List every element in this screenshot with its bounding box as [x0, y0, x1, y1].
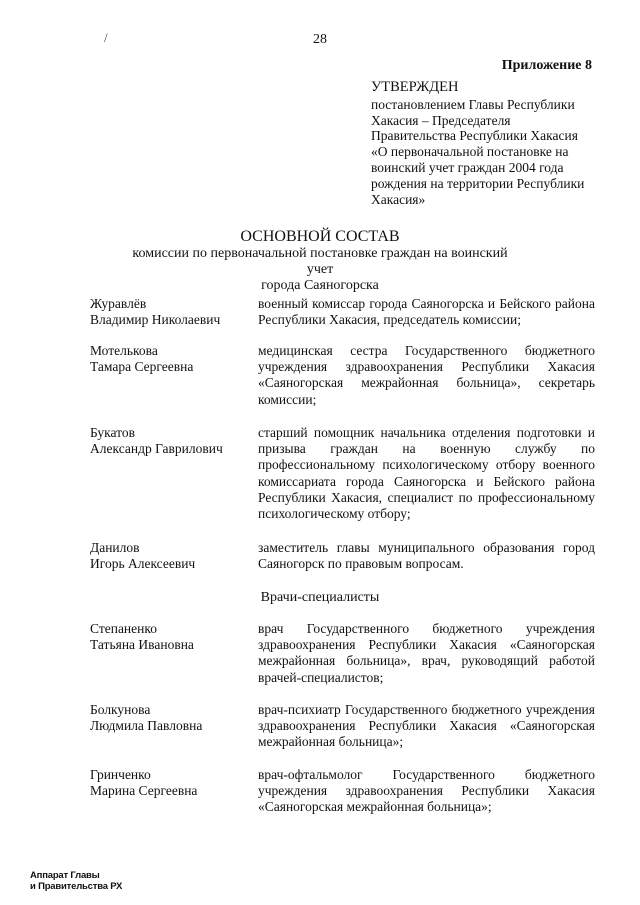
approval-line: Хакасия – Председателя	[371, 112, 511, 128]
member-given-names: Тамара Сергеевна	[90, 359, 194, 375]
member-role: военный комиссар города Саяногорска и Бейского района Республики Хакасия, председатель комиссии;	[258, 296, 595, 328]
approval-heading: УТВЕРЖДЕН	[371, 79, 459, 95]
footer-stamp-line: Аппарат Главы	[30, 870, 100, 881]
approval-line: рождения на территории Республики	[371, 175, 585, 191]
member-surname: Гринченко	[90, 767, 151, 782]
member-role: старший помощник начальника отделения подготовки и призыва граждан на военную службу по профессиональному психологическому отбору военного комиссариата города Саяногорска и Бейского района Республики Хакасия, специалист по профессиональному психологическому отбору;	[258, 425, 595, 522]
approval-line: «О первоначальной постановке на	[371, 144, 569, 160]
footer-stamp-line: и Правительства РХ	[30, 881, 123, 892]
member-given-names: Татьяна Ивановна	[90, 637, 194, 653]
document-title: ОСНОВНОЙ СОСТАВ	[240, 228, 400, 245]
approval-line: Правительства Республики Хакасия	[371, 128, 578, 144]
member-role: заместитель главы муниципального образования город Саяногорск по правовым вопросам.	[258, 540, 595, 572]
approval-block	[371, 80, 607, 207]
member-given-names: Александр Гаврилович	[90, 441, 223, 457]
member-surname: Степаненко	[90, 621, 157, 636]
footer-stamp	[30, 870, 122, 892]
document-subtitle	[120, 246, 520, 294]
member-name	[90, 296, 258, 328]
member-role: врач Государственного бюджетного учреждения здравоохранения Республики Хакасия «Саяногорская межрайонная больница», врач, руководящий работой врачей-специалистов;	[258, 621, 595, 685]
page-number: 28	[313, 32, 327, 47]
doctor-entry	[90, 702, 595, 751]
member-surname: Болкунова	[90, 702, 151, 717]
member-name	[90, 702, 258, 751]
appendix-label: Приложение 8	[501, 58, 592, 73]
member-role: медицинская сестра Государственного бюджетного учреждения здравоохранения Республики Хакасия «Саяногорская межрайонная больница», секретарь комиссии;	[258, 343, 595, 407]
member-given-names: Владимир Николаевич	[90, 312, 221, 328]
subtitle-line: комиссии по первоначальной постановке граждан на воинский учет	[132, 246, 508, 277]
member-surname: Букатов	[90, 425, 136, 440]
member-name	[90, 540, 258, 572]
doctor-entry	[90, 621, 595, 686]
member-surname: Мотелькова	[90, 343, 158, 358]
member-role: врач-офтальмолог Государственного бюджетного учреждения здравоохранения Республики Хакасия «Саяногорская межрайонная больница»;	[258, 767, 595, 815]
member-name	[90, 621, 258, 686]
member-name	[90, 425, 258, 522]
approval-line: постановлением Главы Республики	[371, 96, 575, 112]
member-name	[90, 767, 258, 816]
member-given-names: Марина Сергеевна	[90, 783, 198, 799]
member-entry	[90, 425, 595, 522]
member-surname: Журавлёв	[90, 296, 147, 311]
doctor-entry	[90, 767, 595, 816]
section-heading: Врачи-специалисты	[260, 590, 380, 605]
approval-line: Хакасия»	[371, 191, 426, 207]
stray-mark: /	[104, 30, 108, 45]
member-surname: Данилов	[90, 540, 140, 555]
member-entry	[90, 540, 595, 572]
member-name	[90, 343, 258, 408]
member-entry	[90, 296, 595, 328]
member-given-names: Игорь Алексеевич	[90, 556, 196, 572]
member-given-names: Людмила Павловна	[90, 718, 203, 734]
approval-line: воинский учет граждан 2004 года	[371, 159, 564, 175]
member-entry	[90, 343, 595, 408]
member-role: врач-психиатр Государственного бюджетного учреждения здравоохранения Республики Хакасия «Саяногорская межрайонная больница»;	[258, 702, 595, 750]
subtitle-line: города Саяногорска	[261, 278, 379, 293]
